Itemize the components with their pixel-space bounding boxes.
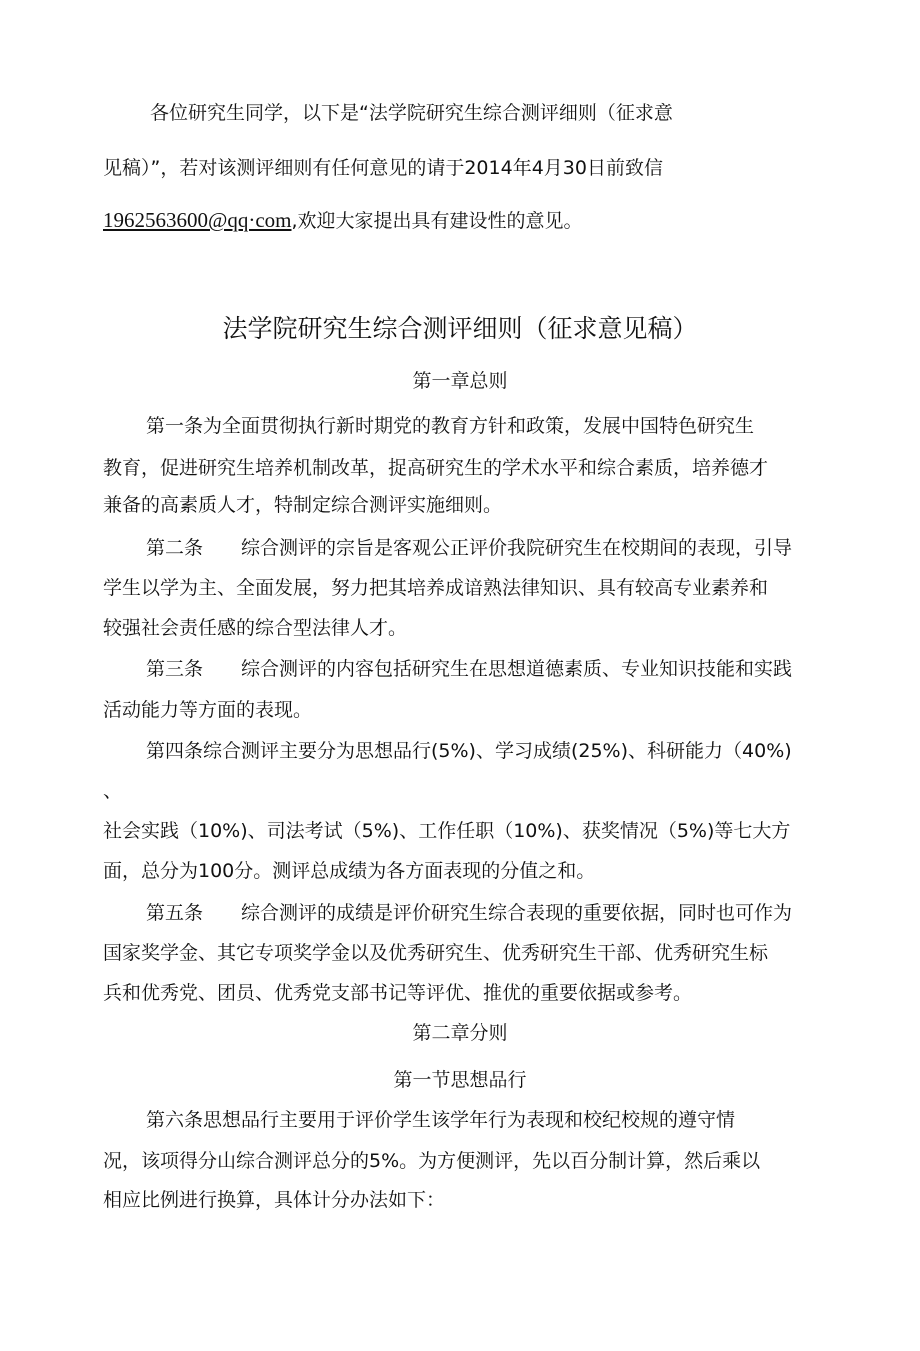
article-4-line: 社会实践（10%)、司法考试（5%)、工作任职（10%)、获奖情况（5%)等七大方 bbox=[103, 820, 791, 842]
chapter-2-heading: 第二章分则 bbox=[412, 1022, 508, 1044]
article-4-line: 面，总分为100分。测评总成绩为各方面表现的分值之和。 bbox=[103, 860, 596, 882]
article-6-line: 第六条思想品行主要用于评价学生该学年行为表现和校纪校规的遵守情 bbox=[146, 1109, 736, 1131]
notice-line-3-rest: ,欢迎大家提出具有建设性的意见。 bbox=[291, 210, 583, 232]
article-3-line: 第三条 综合测评的内容包括研究生在思想道德素质、专业知识技能和实践 bbox=[146, 658, 793, 680]
article-2-line: 第二条 综合测评的宗旨是客观公正评价我院研究生在校期间的表现，引导 bbox=[146, 537, 793, 559]
article-6-line: 相应比例进行换算，具体计分办法如下： bbox=[103, 1189, 446, 1211]
notice-line-1: 各位研究生同学，以下是“法学院研究生综合测评细则（征求意 bbox=[150, 102, 673, 124]
email-link[interactable]: 1962563600@qq·com bbox=[103, 208, 292, 232]
notice-line-3 bbox=[103, 207, 583, 234]
article-1-line: 教育，促进研究生培养机制改革，捉高研究生的学术水平和综合素质，培养德才 bbox=[103, 457, 769, 479]
chapter-1-heading: 第一章总则 bbox=[412, 370, 508, 392]
article-2-line: 学生以学为主、全面发展，努力把其培养成谙熟法律知识、具有较高专业素养和 bbox=[103, 577, 769, 599]
article-3-line: 活动能力等方面的表现。 bbox=[103, 699, 313, 721]
article-2-line: 较强社会责任感的综合型法律人才。 bbox=[103, 617, 408, 639]
article-4-line: 第四条综合测评主要分为思想品行(5%)、学习成绩(25%)、科研能力（40%) bbox=[146, 740, 792, 762]
page-title: 法学院研究生综合测评细则（征求意见稿） bbox=[222, 314, 698, 343]
article-6-line: 况，该项得分山综合测评总分的5%。为方便测评，先以百分制计算，然后乘以 bbox=[103, 1150, 761, 1172]
article-4-line: 、 bbox=[103, 780, 123, 802]
article-5-line: 兵和优秀党、团员、优秀党支部书记等评优、推优的重要依据或参考。 bbox=[103, 982, 693, 1004]
section-1-heading: 第一节思想品行 bbox=[393, 1069, 527, 1091]
article-1-line: 兼备的高素质人才，特制定综合测评实施细则。 bbox=[103, 494, 503, 516]
article-5-line: 国家奖学金、其它专项奖学金以及优秀研究生、优秀研究生干部、优秀研究生标 bbox=[103, 942, 769, 964]
article-1-line: 第一条为全面贯彻执行新时期党的教育方针和政策，发展中国特色研究生 bbox=[146, 415, 755, 437]
article-5-line: 第五条 综合测评的成绩是评价研究生综合表现的重要依据，同时也可作为 bbox=[146, 902, 793, 924]
notice-line-2: 见稿）”，若对该测评细则有任何意见的请于2014年4月30日前致信 bbox=[103, 157, 663, 179]
